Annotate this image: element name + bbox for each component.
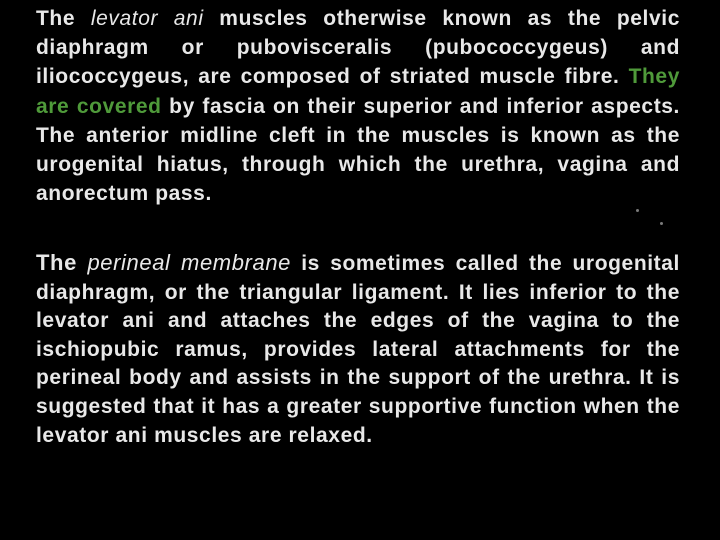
- p1-highlight-text: They are covered: [36, 65, 680, 118]
- p2-text-rest: is sometimes called the urogenital diaphragm, or the triangular ligament. It lies inferior to the levator ani and attaches the edges of the vagina to the ischiopubic ramus, provides lateral attachments for the perineal body and assists in the support of the urethra. It is suggested that it has a greater supportive function when the levator ani muscles are relaxed.: [36, 252, 680, 447]
- levator-ani-paragraph: [36, 4, 680, 208]
- p2-text-start: The: [36, 250, 88, 275]
- perineal-membrane-paragraph: [36, 249, 680, 450]
- decorative-dot: [660, 222, 663, 225]
- p1-text-start: The: [36, 7, 91, 30]
- p1-text-middle: muscles otherwise known as the pelvic diaphragm or pubovisceralis (pubococcygeus) and iliococcygeus, are composed of striated muscle fibre.: [36, 7, 680, 89]
- decorative-dot: [636, 209, 639, 212]
- p1-text-end: by fascia on their superior and inferior aspects. The anterior midline cleft in the muscles is known as the urogenital hiatus, through which the urethra, vagina and anorectum pass.: [36, 94, 680, 206]
- term-levator-ani: levator ani: [90, 7, 204, 30]
- term-perineal-membrane: perineal membrane: [87, 250, 291, 275]
